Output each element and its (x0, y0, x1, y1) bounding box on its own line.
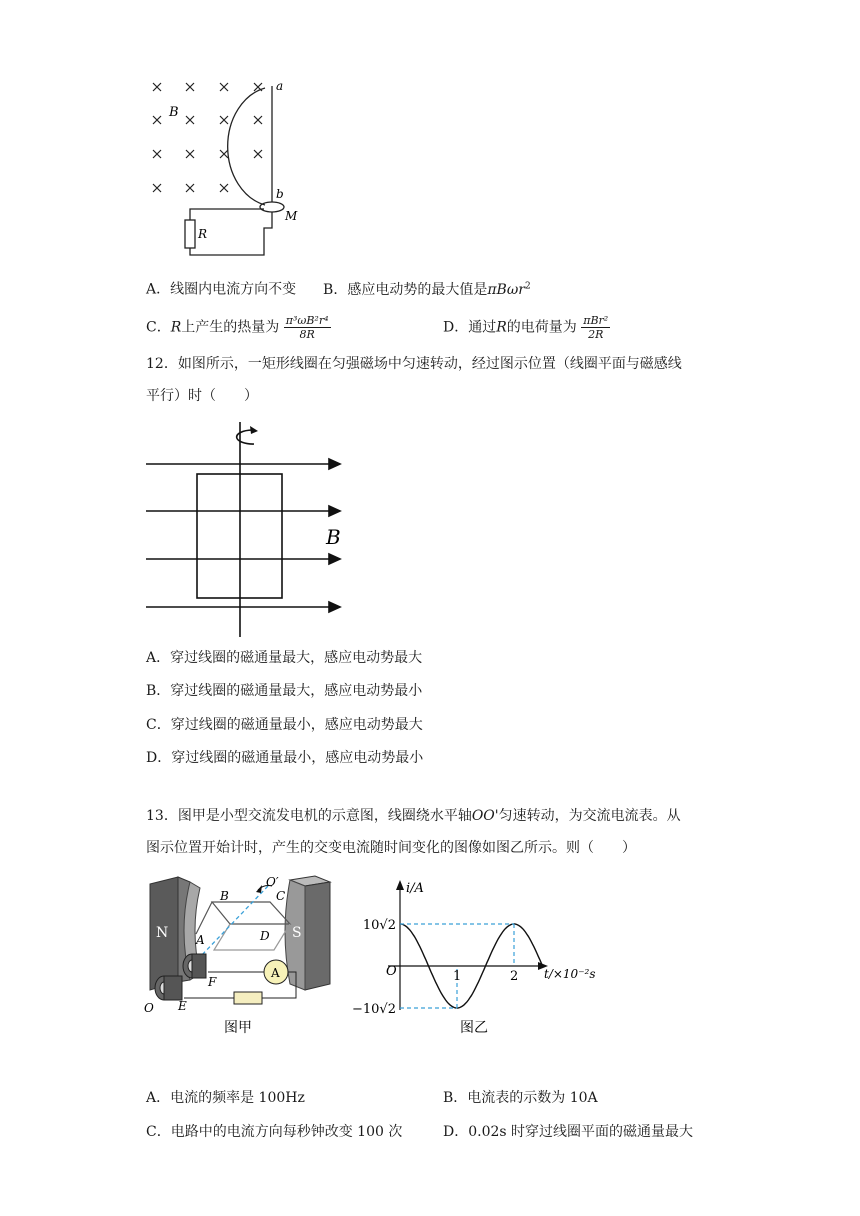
y-tick-max: 10√2 (362, 918, 396, 933)
q12-option-c[interactable]: C．穿过线圈的磁通量最小，感应电动势最大 (146, 717, 423, 733)
figure-current-graph (348, 872, 608, 1042)
q13-option-a[interactable]: A．电流的频率是 100Hz (146, 1090, 305, 1106)
label-B: B (220, 889, 229, 903)
field-cross-icon (186, 83, 194, 91)
resistor-R (185, 220, 195, 248)
field-lines (146, 459, 340, 612)
q12-option-b[interactable]: B．穿过线圈的磁通量最大，感应电动势最小 (146, 683, 423, 699)
caption-jia: 图甲 (224, 1020, 252, 1036)
q11-option-d[interactable]: D．通过R的电荷量为 $\frac{\text{πBr²}}{2R}$ (443, 314, 609, 341)
field-cross-icon (220, 150, 228, 158)
q13-option-c[interactable]: C．电路中的电流方向每秒钟改变 100 次 (146, 1124, 403, 1140)
label-a: a (276, 79, 284, 93)
field-cross-icon (186, 150, 194, 158)
x-axis-label: t/×10⁻²s (544, 967, 596, 981)
q12-option-d[interactable]: D．穿过线圈的磁通量最小，感应电动势最小 (146, 750, 424, 766)
magnet-S: S (292, 925, 302, 941)
field-cross-icon (153, 116, 161, 124)
q13-stem-line1: 13．图甲是小型交流发电机的示意图，线圈绕水平轴OO'匀速转动，为交流电流表。从 (146, 808, 681, 824)
field-cross-icon (254, 150, 262, 158)
label-b: b (276, 187, 284, 201)
circuit-wire (190, 209, 264, 220)
label-M: M (285, 209, 298, 223)
origin-label: O (386, 964, 397, 979)
field-cross-icon (220, 83, 228, 91)
label-B: B (169, 105, 179, 120)
x-tick-1: 1 (453, 969, 462, 984)
label-A: A (196, 933, 205, 947)
label-B: B (326, 525, 341, 549)
q11-option-a-row (146, 276, 531, 300)
ammeter-label: A (271, 966, 280, 980)
field-cross-icon (153, 184, 161, 192)
label-R: R (198, 227, 208, 241)
field-cross-icon (220, 116, 228, 124)
q13-stem-line2: 图示位置开始计时，产生的交变电流随时间变化的图像如图乙所示。则（ ） (146, 840, 636, 856)
q12-option-a[interactable]: A．穿过线圈的磁通量最大，感应电动势最大 (146, 650, 423, 666)
field-cross-icon (186, 116, 194, 124)
field-cross-icon (220, 184, 228, 192)
field-cross-icon (254, 116, 262, 124)
q13-option-d[interactable]: D．0.02s 时穿过线圈平面的磁通量最大 (443, 1124, 694, 1140)
label-C: C (276, 889, 286, 903)
label-O: O (144, 1001, 154, 1015)
y-tick-min: −10√2 (352, 1002, 396, 1017)
q11-option-c[interactable]: C．R上产生的热量为 $\frac{\text{π³ωB²r⁴}}{8R}$ (146, 314, 329, 341)
q11-option-b[interactable]: B．感应电动势的最大值是πBωr$^2$ (323, 281, 531, 298)
x-tick-2: 2 (510, 969, 519, 984)
field-cross-icon (153, 150, 161, 158)
label-D: D (260, 929, 270, 943)
label-O-prime: O′ (266, 875, 279, 889)
q13-option-b[interactable]: B．电流表的示数为 10A (443, 1090, 598, 1106)
y-axis-label: i/A (406, 881, 424, 896)
field-cross-icon (186, 184, 194, 192)
q12-stem-line1: 12．如图所示，一矩形线圈在匀强磁场中匀速转动，经过图示位置（线圈平面与磁感线 (146, 356, 682, 372)
q12-stem-line2: 平行）时（ ） (146, 388, 258, 404)
figure-rectangular-coil (140, 422, 360, 642)
label-F: F (208, 975, 217, 989)
field-cross-icon (153, 83, 161, 91)
figure-generator (140, 872, 340, 1042)
slip-ring-M (260, 202, 284, 212)
label-E: E (178, 999, 187, 1013)
semicircle-wire (228, 88, 265, 205)
figure-semicircle-coil (140, 70, 310, 260)
caption-yi: 图乙 (460, 1020, 488, 1036)
q11-option-a[interactable]: A．线圈内电流方向不变 (146, 281, 297, 298)
resistor (234, 992, 262, 1004)
magnet-N: N (156, 925, 169, 941)
